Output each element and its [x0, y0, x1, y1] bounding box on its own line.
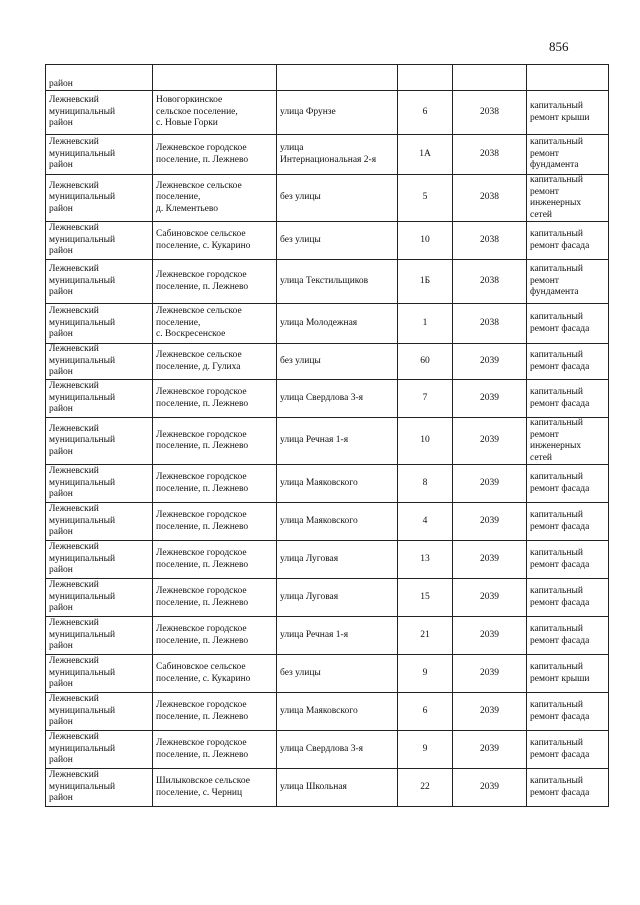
table-row: [46, 465, 609, 503]
year-cell: 2039: [453, 731, 527, 769]
settlement-cell: Лежневское сельское поселение, д. Гулиха: [153, 344, 277, 380]
settlement-cell: [153, 65, 277, 91]
street-cell: улица Луговая: [277, 541, 398, 579]
house-number-cell: 21: [398, 617, 453, 655]
settlement-cell: Лежневское городское поселение, п. Лежнево: [153, 541, 277, 579]
house-number-cell: 6: [398, 693, 453, 731]
work-type-cell: капитальный ремонт фасада: [527, 465, 609, 503]
work-type-cell: капитальный ремонт фасада: [527, 541, 609, 579]
district-cell: Лежневский муниципальный район: [46, 655, 153, 693]
year-cell: 2039: [453, 380, 527, 418]
street-cell: улица Молодежная: [277, 304, 398, 344]
street-cell: улица Луговая: [277, 579, 398, 617]
year-cell: 2039: [453, 769, 527, 807]
house-number-cell: 8: [398, 465, 453, 503]
work-type-cell: капитальный ремонт инженерных сетей: [527, 175, 609, 222]
table-row: [46, 344, 609, 380]
street-cell: улица Текстильщиков: [277, 260, 398, 304]
house-number-cell: 9: [398, 731, 453, 769]
street-cell: улица Маяковского: [277, 503, 398, 541]
house-number-cell: 5: [398, 175, 453, 222]
street-cell: улица Маяковского: [277, 693, 398, 731]
table-row: [46, 418, 609, 465]
house-number-cell: 10: [398, 222, 453, 260]
house-number-cell: 9: [398, 655, 453, 693]
work-type-cell: капитальный ремонт крыши: [527, 91, 609, 135]
settlement-cell: Лежневское городское поселение, п. Лежнево: [153, 260, 277, 304]
house-number-cell: 13: [398, 541, 453, 579]
year-cell: 2039: [453, 655, 527, 693]
work-type-cell: капитальный ремонт фасада: [527, 579, 609, 617]
year-cell: 2038: [453, 175, 527, 222]
year-cell: 2038: [453, 91, 527, 135]
year-cell: 2039: [453, 418, 527, 465]
table-body: [46, 65, 609, 807]
table-row: [46, 541, 609, 579]
district-cell: Лежневский муниципальный район: [46, 693, 153, 731]
work-type-cell: капитальный ремонт фасада: [527, 304, 609, 344]
table-row: [46, 617, 609, 655]
settlement-cell: Шилыковское сельское поселение, с. Черниц: [153, 769, 277, 807]
year-cell: 2038: [453, 135, 527, 175]
settlement-cell: Лежневское городское поселение, п. Лежнево: [153, 380, 277, 418]
settlement-cell: Сабиновское сельское поселение, с. Кукарино: [153, 222, 277, 260]
district-cell: Лежневский муниципальный район: [46, 769, 153, 807]
street-cell: улица Маяковского: [277, 465, 398, 503]
street-cell: без улицы: [277, 175, 398, 222]
year-cell: 2039: [453, 693, 527, 731]
year-cell: 2038: [453, 304, 527, 344]
house-number-cell: 1: [398, 304, 453, 344]
year-cell: 2039: [453, 541, 527, 579]
table-row: [46, 304, 609, 344]
street-cell: улица Речная 1-я: [277, 418, 398, 465]
house-number-cell: 7: [398, 380, 453, 418]
table-row: [46, 380, 609, 418]
table-row: [46, 260, 609, 304]
settlement-cell: Лежневское сельское поселение, с. Воскресенское: [153, 304, 277, 344]
settlement-cell: Лежневское городское поселение, п. Лежнево: [153, 579, 277, 617]
settlement-cell: Лежневское сельское поселение, д. Клементьево: [153, 175, 277, 222]
repair-schedule-table: [45, 64, 609, 807]
settlement-cell: Лежневское городское поселение, п. Лежнево: [153, 465, 277, 503]
district-cell: Лежневский муниципальный район: [46, 304, 153, 344]
table-row: [46, 655, 609, 693]
street-cell: улица Свердлова 3-я: [277, 380, 398, 418]
house-cell: [398, 65, 453, 91]
district-cell: Лежневский муниципальный район: [46, 541, 153, 579]
work-type-cell: [527, 65, 609, 91]
settlement-cell: Лежневское городское поселение, п. Лежнево: [153, 617, 277, 655]
street-cell: улица Речная 1-я: [277, 617, 398, 655]
table-row: [46, 175, 609, 222]
street-cell: без улицы: [277, 344, 398, 380]
district-cell: Лежневский муниципальный район: [46, 344, 153, 380]
district-cell: Лежневский муниципальный район: [46, 175, 153, 222]
settlement-cell: Сабиновское сельское поселение, с. Кукарино: [153, 655, 277, 693]
year-cell: 2038: [453, 260, 527, 304]
work-type-cell: капитальный ремонт фасада: [527, 380, 609, 418]
year-cell: 2039: [453, 617, 527, 655]
year-cell: 2039: [453, 344, 527, 380]
street-cell: улица Интернациональная 2-я: [277, 135, 398, 175]
year-cell: 2039: [453, 465, 527, 503]
settlement-cell: Лежневское городское поселение, п. Лежнево: [153, 418, 277, 465]
table-row: [46, 693, 609, 731]
district-cell: район: [46, 65, 153, 91]
street-cell: [277, 65, 398, 91]
district-cell: Лежневский муниципальный район: [46, 503, 153, 541]
district-cell: Лежневский муниципальный район: [46, 579, 153, 617]
district-cell: Лежневский муниципальный район: [46, 731, 153, 769]
street-cell: улица Школьная: [277, 769, 398, 807]
street-cell: без улицы: [277, 655, 398, 693]
page-number: 856: [549, 39, 569, 54]
street-cell: без улицы: [277, 222, 398, 260]
work-type-cell: капитальный ремонт фундамента: [527, 135, 609, 175]
district-cell: Лежневский муниципальный район: [46, 135, 153, 175]
settlement-cell: Лежневское городское поселение, п. Лежнево: [153, 135, 277, 175]
work-type-cell: капитальный ремонт крыши: [527, 655, 609, 693]
work-type-cell: капитальный ремонт фасада: [527, 731, 609, 769]
settlement-cell: Лежневское городское поселение, п. Лежнево: [153, 693, 277, 731]
house-number-cell: 60: [398, 344, 453, 380]
work-type-cell: капитальный ремонт фасада: [527, 769, 609, 807]
district-cell: Лежневский муниципальный район: [46, 222, 153, 260]
table-row: [46, 731, 609, 769]
house-number-cell: 6: [398, 91, 453, 135]
district-cell: Лежневский муниципальный район: [46, 91, 153, 135]
work-type-cell: капитальный ремонт фасада: [527, 617, 609, 655]
table-row: [46, 222, 609, 260]
work-type-cell: капитальный ремонт фасада: [527, 344, 609, 380]
district-cell: Лежневский муниципальный район: [46, 380, 153, 418]
settlement-cell: Лежневское городское поселение, п. Лежнево: [153, 503, 277, 541]
settlement-cell: Новогоркинское сельское поселение, с. Новые Горки: [153, 91, 277, 135]
year-cell: [453, 65, 527, 91]
district-cell: Лежневский муниципальный район: [46, 260, 153, 304]
house-number-cell: 4: [398, 503, 453, 541]
work-type-cell: капитальный ремонт фасада: [527, 693, 609, 731]
district-cell: Лежневский муниципальный район: [46, 418, 153, 465]
year-cell: 2038: [453, 222, 527, 260]
table-row: [46, 135, 609, 175]
street-cell: улица Свердлова 3-я: [277, 731, 398, 769]
settlement-cell: Лежневское городское поселение, п. Лежнево: [153, 731, 277, 769]
work-type-cell: капитальный ремонт фасада: [527, 222, 609, 260]
year-cell: 2039: [453, 579, 527, 617]
house-number-cell: 1Б: [398, 260, 453, 304]
house-number-cell: 15: [398, 579, 453, 617]
street-cell: улица Фрунзе: [277, 91, 398, 135]
table-row: [46, 769, 609, 807]
district-cell: Лежневский муниципальный район: [46, 617, 153, 655]
house-number-cell: 1А: [398, 135, 453, 175]
work-type-cell: капитальный ремонт инженерных сетей: [527, 418, 609, 465]
year-cell: 2039: [453, 503, 527, 541]
table-row-continuation: [46, 65, 609, 91]
house-number-cell: 22: [398, 769, 453, 807]
table-row: [46, 579, 609, 617]
house-number-cell: 10: [398, 418, 453, 465]
district-cell: Лежневский муниципальный район: [46, 465, 153, 503]
table-row: [46, 503, 609, 541]
work-type-cell: капитальный ремонт фундамента: [527, 260, 609, 304]
work-type-cell: капитальный ремонт фасада: [527, 503, 609, 541]
table-row: [46, 91, 609, 135]
